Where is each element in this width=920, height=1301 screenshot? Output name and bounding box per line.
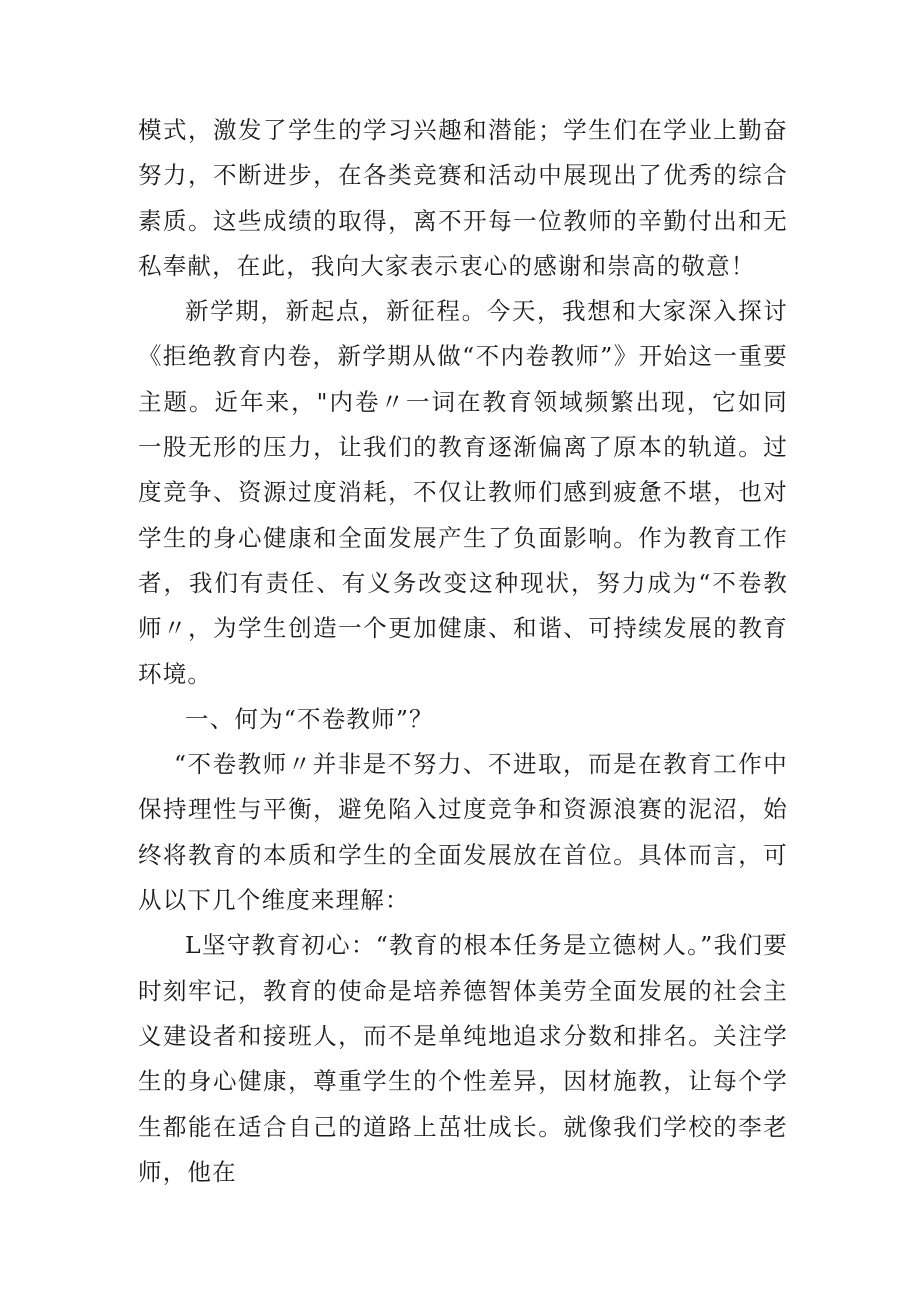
section-heading: 一、何为“不卷教师”？ (185, 704, 434, 733)
paragraph-introduction: 新学期，新起点，新征程。今天，我想和大家深入探讨《拒绝教育内卷，新学期从做“不内卷教师”》开始这一重要主题。近年来，"内卷〃一词在教育领域频繁出现，它如同一股无形的压力，让我们的教育逐渐偏离了原本的轨道。过度竞争、资源过度消耗，不仅让教师们感到疲惫不堪，也对学生的身心健康和全面发展产生了负面影响。作为教育工作者，我们有责任、有义务改变这种现状，努力成为“不卷教师〃，为学生创造一个更加健康、和谐、可持续发展的教育环境。 (138, 297, 788, 688)
paragraph-point-one: L坚守教育初心：“教育的根本任务是立德树人。”我们要时刻牢记，教育的使命是培养德智体美劳全面发展的社会主义建设者和接班人，而不是单纯地追求分数和排名。关注学生的身心健康，尊重学生的个性差异，因材施教，让每个学生都能在适合自己的道路上茁壮成长。就像我们学校的李老师，他在 (138, 931, 788, 1186)
paragraph-continuation: 模式，激发了学生的学习兴趣和潜能；学生们在学业上勤奋努力，不断进步，在各类竞赛和活动中展现出了优秀的综合素质。这些成绩的取得，离不开每一位教师的辛勤付出和无私奉献，在此，我向大家表示衷心的感谢和崇高的敬意！ (138, 116, 788, 280)
paragraph-definition: “不卷教师〃并非是不努力、不进取，而是在教育工作中保持理性与平衡，避免陷入过度竞争和资源浪赛的泥沼，始终将教育的本质和学生的全面发展放在首位。具体而言，可从以下几个维度来理解： (138, 750, 788, 915)
document-body (138, 108, 788, 1195)
